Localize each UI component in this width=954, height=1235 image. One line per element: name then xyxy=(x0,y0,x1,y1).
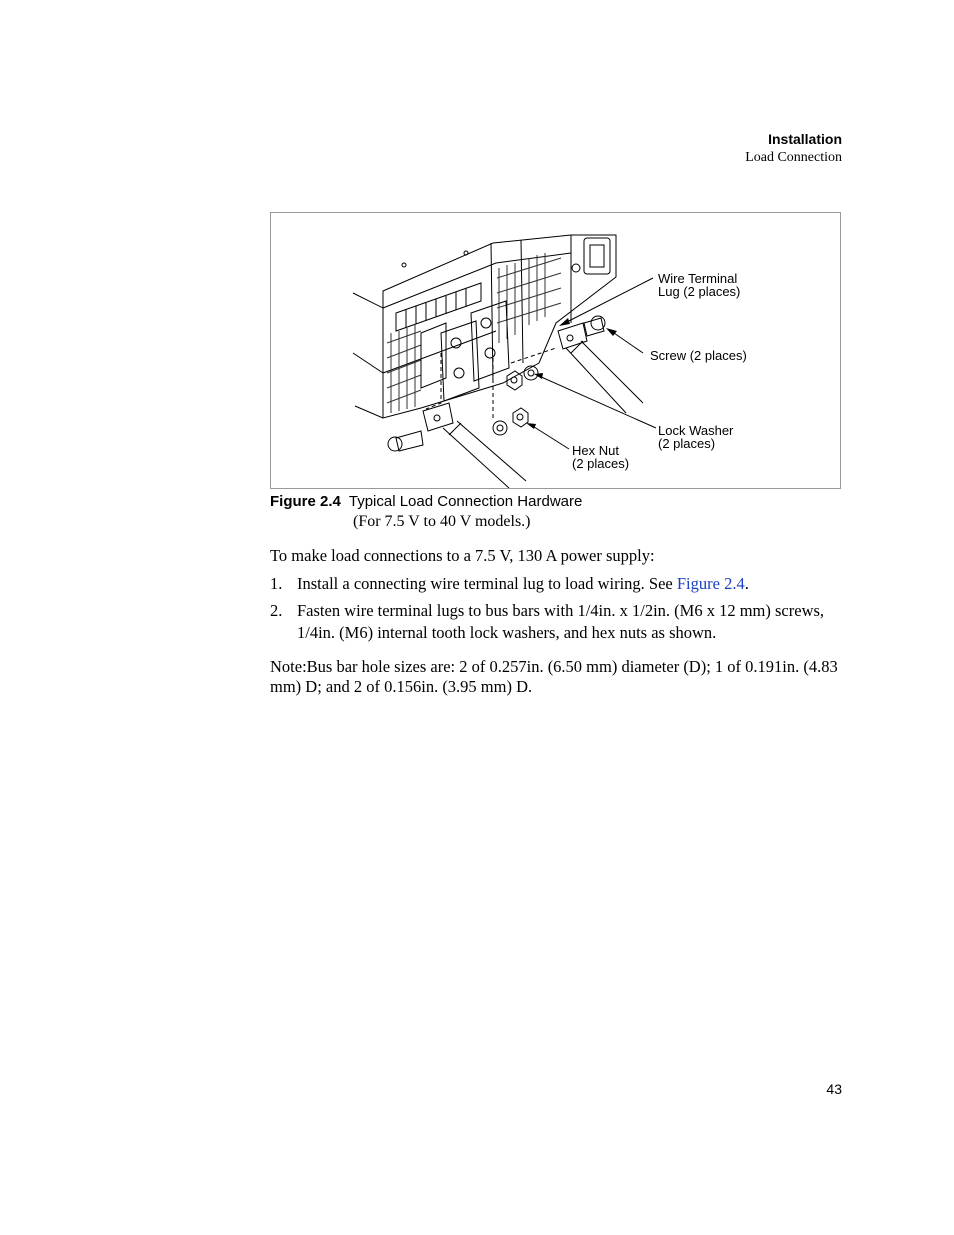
leader-lines xyxy=(531,278,656,449)
vent-grid xyxy=(387,253,561,413)
page-number: 43 xyxy=(826,1081,842,1097)
load-connection-drawing xyxy=(271,213,840,488)
figure-caption xyxy=(270,493,582,510)
wire-lug-left xyxy=(423,403,453,431)
figure-caption-label: Figure 2.4 xyxy=(270,493,341,510)
screw-left xyxy=(396,431,423,451)
list-item xyxy=(270,573,842,595)
running-header-subsection: Load Connection xyxy=(745,150,842,165)
callout-hex-nut: Hex Nut (2 places) xyxy=(572,443,630,471)
note-paragraph: Note:Bus bar hole sizes are: 2 of 0.257in. (6.50 mm) diameter (D); 1 of 0.191in. (4.83 mm) D; and 2 of 0.156in. (3.95 mm) D. xyxy=(270,657,838,696)
figure-caption-sub: (For 7.5 V to 40 V models.) xyxy=(353,513,531,530)
hex-nut-right xyxy=(507,371,522,390)
running-header-section: Installation xyxy=(768,131,842,147)
screw-right xyxy=(584,318,604,336)
lock-washer-left xyxy=(493,421,507,435)
list-item-number: 1. xyxy=(270,574,283,593)
callout-wire-terminal-lug: Wire Terminal Lug (2 places) xyxy=(658,271,741,299)
figure-caption-title: Typical Load Connection Hardware xyxy=(348,493,583,510)
figure-illustration xyxy=(270,212,841,489)
power-inlet xyxy=(584,238,610,274)
callout-lock-washer: Lock Washer (2 places) xyxy=(658,423,734,451)
lock-washer-right xyxy=(524,366,538,380)
list-item xyxy=(270,600,842,644)
hex-nut-left xyxy=(513,408,528,427)
list-item-number: 2. xyxy=(270,601,283,620)
list-item-text: Install a connecting wire terminal lug to load wiring. See xyxy=(297,574,677,593)
list-item-text-end: . xyxy=(744,574,749,593)
figure-link[interactable]: Figure 2.4 xyxy=(676,574,745,593)
list-item-text: Fasten wire terminal lugs to bus bars with 1/4in. x 1/2in. (M6 x 12 mm) screws, 1/4in. (M6) internal tooth lock washers, and hex nuts as shown. xyxy=(297,601,825,642)
intro-paragraph: To make load connections to a 7.5 V, 130 A power supply: xyxy=(270,546,655,565)
callout-screw: Screw (2 places) xyxy=(650,348,747,363)
